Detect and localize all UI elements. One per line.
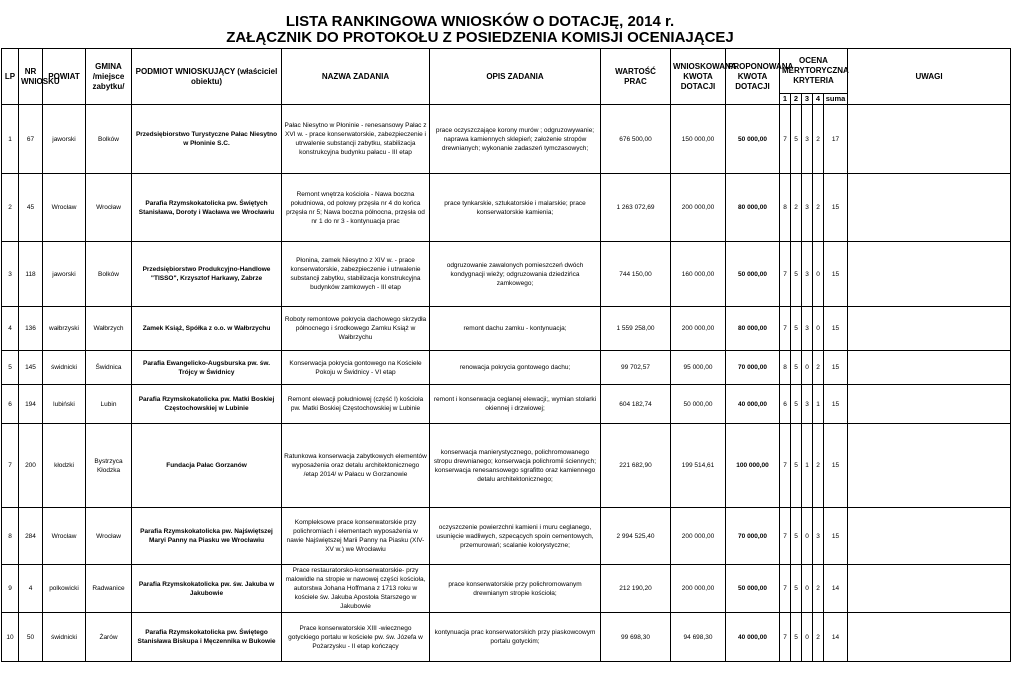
nazwa-cell: Kompleksowe prace konserwatorskie przy polichromiach i elementach wyposażenia w nawie Najświętszej Marii Panny na Piasku (XIV-XV w.) we Wrocławiu <box>282 508 430 565</box>
nr-cell: 284 <box>19 508 43 565</box>
k3-cell: 3 <box>802 242 813 307</box>
uwagi-cell <box>848 508 1011 565</box>
lp-cell: 2 <box>2 174 19 242</box>
suma-cell: 15 <box>824 242 848 307</box>
lp-cell: 6 <box>2 385 19 424</box>
gmina-cell: Radwanice <box>86 565 132 613</box>
col-header-k1: 1 <box>780 94 791 105</box>
nr-cell: 136 <box>19 307 43 351</box>
k3-cell: 0 <box>802 508 813 565</box>
k1-cell: 7 <box>780 307 791 351</box>
col-header-uwagi: UWAGI <box>848 49 1011 105</box>
title-line-1: LISTA RANKINGOWA WNIOSKÓW O DOTACJĘ, 2014 r. <box>285 13 675 30</box>
uwagi-cell <box>848 105 1011 174</box>
proponowana-cell: 50 000,00 <box>726 105 780 174</box>
k3-cell: 0 <box>802 565 813 613</box>
gmina-cell: Żarów <box>86 613 132 662</box>
lp-cell: 8 <box>2 508 19 565</box>
col-header-wnioskowana: WNIOSKOWANA KWOTA DOTACJI <box>671 49 726 105</box>
header-row <box>2 49 1011 94</box>
uwagi-cell <box>848 307 1011 351</box>
table-row <box>2 351 1011 385</box>
nazwa-cell: Prace restauratorsko-konserwatorskie- przy malowidle na stropie w nawowej części kościoła, autorstwa Johana Hoffmana z 1713 roku w kościele św. Jakuba Apostoła Starszego w Jakubowie <box>282 565 430 613</box>
k2-cell: 5 <box>791 307 802 351</box>
table-row <box>2 613 1011 662</box>
k1-cell: 7 <box>780 424 791 508</box>
podmiot-cell: Przedsiębiorstwo Turystyczne Pałac Niesytno w Płoninie S.C. <box>132 105 282 174</box>
col-header-proponowana: PROPONOWANA KWOTA DOTACJI <box>726 49 780 105</box>
opis-cell: renowacja pokrycia gontowego dachu; <box>430 351 601 385</box>
wnioskowana-cell: 200 000,00 <box>671 565 726 613</box>
col-header-wartosc: WARTOŚĆ PRAC <box>601 49 671 105</box>
wnioskowana-cell: 94 698,30 <box>671 613 726 662</box>
table-row <box>2 105 1011 174</box>
col-header-opis: OPIS ZADANIA <box>430 49 601 105</box>
wnioskowana-cell: 200 000,00 <box>671 307 726 351</box>
suma-cell: 14 <box>824 565 848 613</box>
k2-cell: 5 <box>791 424 802 508</box>
powiat-cell: lubiński <box>43 385 86 424</box>
suma-cell: 15 <box>824 307 848 351</box>
lp-cell: 7 <box>2 424 19 508</box>
suma-cell: 15 <box>824 424 848 508</box>
podmiot-cell: Parafia Rzymskokatolicka pw. Świętych Stanisława, Doroty i Wacława we Wrocławiu <box>132 174 282 242</box>
wnioskowana-cell: 199 514,61 <box>671 424 726 508</box>
nazwa-cell: Prace konserwatorskie XIII -wiecznego gotyckiego portalu w kościele pw. św. Józefa w Pożarzysku - II etap kończący <box>282 613 430 662</box>
podmiot-cell: Przedsiębiorstwo Produkcyjno-Handlowe "TISSO", Krzysztof Harkawy, Zabrze <box>132 242 282 307</box>
nr-cell: 200 <box>19 424 43 508</box>
k3-cell: 1 <box>802 424 813 508</box>
suma-cell: 15 <box>824 385 848 424</box>
wartosc-cell: 1 559 258,00 <box>601 307 671 351</box>
powiat-cell: Wrocław <box>43 508 86 565</box>
document-title <box>0 0 960 48</box>
k2-cell: 5 <box>791 105 802 174</box>
opis-cell: prace konserwatorskie przy polichromowanym drewnianym stropie kościoła; <box>430 565 601 613</box>
ranking-table <box>1 48 1011 662</box>
gmina-cell: Bolków <box>86 242 132 307</box>
k2-cell: 5 <box>791 351 802 385</box>
podmiot-cell: Parafia Ewangelicko-Augsburska pw. św. Trójcy w Świdnicy <box>132 351 282 385</box>
opis-cell: oczyszczenie powierzchni kamieni i muru ceglanego, usunięcie wadliwych, szpecących spoin cementowych, przemurowań; scalanie kolorystyczne; <box>430 508 601 565</box>
powiat-cell: jaworski <box>43 105 86 174</box>
wnioskowana-cell: 200 000,00 <box>671 508 726 565</box>
table-row <box>2 174 1011 242</box>
powiat-cell: Wrocław <box>43 174 86 242</box>
k1-cell: 7 <box>780 613 791 662</box>
wnioskowana-cell: 200 000,00 <box>671 174 726 242</box>
podmiot-cell: Fundacja Pałac Gorzanów <box>132 424 282 508</box>
lp-cell: 9 <box>2 565 19 613</box>
col-header-podmiot: PODMIOT WNIOSKUJĄCY (właściciel obiektu) <box>132 49 282 105</box>
table-row <box>2 565 1011 613</box>
k2-cell: 5 <box>791 508 802 565</box>
k2-cell: 5 <box>791 385 802 424</box>
nazwa-cell: Konserwacja pokrycia gontowego na Kościele Pokoju w Świdnicy - VI etap <box>282 351 430 385</box>
wartosc-cell: 99 698,30 <box>601 613 671 662</box>
k1-cell: 7 <box>780 565 791 613</box>
k2-cell: 5 <box>791 565 802 613</box>
opis-cell: remont dachu zamku - kontynuacja; <box>430 307 601 351</box>
proponowana-cell: 40 000,00 <box>726 385 780 424</box>
col-header-nazwa: NAZWA ZADANIA <box>282 49 430 105</box>
col-header-powiat: POWIAT <box>43 49 86 105</box>
k3-cell: 3 <box>802 105 813 174</box>
wnioskowana-cell: 50 000,00 <box>671 385 726 424</box>
k4-cell: 2 <box>813 613 824 662</box>
gmina-cell: Wrocław <box>86 174 132 242</box>
table-row <box>2 508 1011 565</box>
uwagi-cell <box>848 613 1011 662</box>
proponowana-cell: 80 000,00 <box>726 174 780 242</box>
col-header-k2: 2 <box>791 94 802 105</box>
k1-cell: 7 <box>780 508 791 565</box>
wnioskowana-cell: 95 000,00 <box>671 351 726 385</box>
powiat-cell: polkowicki <box>43 565 86 613</box>
table-row <box>2 424 1011 508</box>
opis-cell: kontynuacja prac konserwatorskich przy piaskowcowym portalu gotyckim; <box>430 613 601 662</box>
uwagi-cell <box>848 565 1011 613</box>
wartosc-cell: 99 702,57 <box>601 351 671 385</box>
col-header-gmina: GMINA /miejsce zabytku/ <box>86 49 132 105</box>
suma-cell: 15 <box>824 508 848 565</box>
uwagi-cell <box>848 351 1011 385</box>
uwagi-cell <box>848 242 1011 307</box>
nr-cell: 118 <box>19 242 43 307</box>
wnioskowana-cell: 160 000,00 <box>671 242 726 307</box>
table-row <box>2 385 1011 424</box>
k1-cell: 6 <box>780 385 791 424</box>
gmina-cell: Świdnica <box>86 351 132 385</box>
k3-cell: 3 <box>802 174 813 242</box>
k1-cell: 7 <box>780 105 791 174</box>
k1-cell: 8 <box>780 351 791 385</box>
podmiot-cell: Parafia Rzymskokatolicka pw. Najświętszej Maryi Panny na Piasku we Wrocławiu <box>132 508 282 565</box>
suma-cell: 15 <box>824 351 848 385</box>
wartosc-cell: 2 994 525,40 <box>601 508 671 565</box>
k4-cell: 0 <box>813 242 824 307</box>
k1-cell: 7 <box>780 242 791 307</box>
nazwa-cell: Remont elewacji południowej (część I) kościoła pw. Matki Boskiej Częstochowskiej w Lubinie <box>282 385 430 424</box>
uwagi-cell <box>848 174 1011 242</box>
wnioskowana-cell: 150 000,00 <box>671 105 726 174</box>
k1-cell: 8 <box>780 174 791 242</box>
k3-cell: 3 <box>802 385 813 424</box>
wartosc-cell: 212 190,20 <box>601 565 671 613</box>
wartosc-cell: 1 263 072,69 <box>601 174 671 242</box>
k3-cell: 0 <box>802 351 813 385</box>
wartosc-cell: 221 682,90 <box>601 424 671 508</box>
k2-cell: 2 <box>791 174 802 242</box>
nr-cell: 194 <box>19 385 43 424</box>
nazwa-cell: Roboty remontowe pokrycia dachowego skrzydła północnego i środkowego Zamku Książ w Wałbrzychu <box>282 307 430 351</box>
powiat-cell: świdnicki <box>43 613 86 662</box>
k4-cell: 3 <box>813 508 824 565</box>
suma-cell: 14 <box>824 613 848 662</box>
k4-cell: 2 <box>813 565 824 613</box>
powiat-cell: jaworski <box>43 242 86 307</box>
col-header-suma: suma <box>824 94 848 105</box>
lp-cell: 1 <box>2 105 19 174</box>
proponowana-cell: 50 000,00 <box>726 242 780 307</box>
nazwa-cell: Ratunkowa konserwacja zabytkowych elementów wyposażenia oraz detalu architektonicznego /etap 2014/ w Pałacu w Gorzanowie <box>282 424 430 508</box>
k2-cell: 5 <box>791 242 802 307</box>
suma-cell: 17 <box>824 105 848 174</box>
nazwa-cell: Remont wnętrza kościoła - Nawa boczna południowa, od połowy przęsła nr 4 do końca przęsła nr 5; Nawa boczna północna, przęsła od nr 1 do nr 3 - kontynuacja prac <box>282 174 430 242</box>
nazwa-cell: Pałac Niesytno w Płoninie - renesansowy Pałac z XVI w. - prace konserwatorskie, zabezpieczenie i utrwalenie substancji zabytku, stabilizacja konstrukcyjna budynku pałacu - III etap <box>282 105 430 174</box>
col-header-ocena: OCENA MERYTORYCZNA KRYTERIA <box>780 49 848 94</box>
nr-cell: 4 <box>19 565 43 613</box>
lp-cell: 10 <box>2 613 19 662</box>
col-header-lp: LP <box>2 49 19 105</box>
podmiot-cell: Parafia Rzymskokatolicka pw. Świętego Stanisława Biskupa i Męczennika w Bukowie <box>132 613 282 662</box>
podmiot-cell: Parafia Rzymskokatolicka pw. Matki Boskiej Częstochowskiej w Lubinie <box>132 385 282 424</box>
gmina-cell: Bystrzyca Kłodzka <box>86 424 132 508</box>
proponowana-cell: 40 000,00 <box>726 613 780 662</box>
nr-cell: 145 <box>19 351 43 385</box>
podmiot-cell: Parafia Rzymskokatolicka pw. św. Jakuba w Jakubowie <box>132 565 282 613</box>
powiat-cell: kłodzki <box>43 424 86 508</box>
wartosc-cell: 676 500,00 <box>601 105 671 174</box>
nr-cell: 50 <box>19 613 43 662</box>
table-row <box>2 307 1011 351</box>
k4-cell: 2 <box>813 424 824 508</box>
opis-cell: remont i konserwacja ceglanej elewacji;, wymian stolarki okiennej i drzwiowej; <box>430 385 601 424</box>
col-header-nr: NR WNIOSKU <box>19 49 43 105</box>
nazwa-cell: Płonina, zamek Niesytno z XIV w. - prace konserwatorskie, zabezpieczenie i utrwalenie substancji zabytku, stabilizacja konstrukcyjna budynków zamkowych - III etap <box>282 242 430 307</box>
opis-cell: prace oczyszczające korony murów ; odgruzowywanie; naprawa kamiennych sklepień; założenie stropów drewnianych; wykonanie zadaszeń tymczasowych; <box>430 105 601 174</box>
k2-cell: 5 <box>791 613 802 662</box>
proponowana-cell: 100 000,00 <box>726 424 780 508</box>
gmina-cell: Wrocław <box>86 508 132 565</box>
k3-cell: 3 <box>802 307 813 351</box>
suma-cell: 15 <box>824 174 848 242</box>
uwagi-cell <box>848 424 1011 508</box>
title-line-2: ZAŁĄCZNIK DO PROTOKOŁU Z POSIEDZENIA KOMISJI OCENIAJĄCEJ <box>226 29 734 46</box>
k4-cell: 2 <box>813 174 824 242</box>
col-header-k4: 4 <box>813 94 824 105</box>
wartosc-cell: 604 182,74 <box>601 385 671 424</box>
proponowana-cell: 70 000,00 <box>726 508 780 565</box>
k3-cell: 0 <box>802 613 813 662</box>
col-header-k3: 3 <box>802 94 813 105</box>
gmina-cell: Lubin <box>86 385 132 424</box>
uwagi-cell <box>848 385 1011 424</box>
proponowana-cell: 80 000,00 <box>726 307 780 351</box>
k4-cell: 2 <box>813 351 824 385</box>
lp-cell: 3 <box>2 242 19 307</box>
proponowana-cell: 70 000,00 <box>726 351 780 385</box>
powiat-cell: świdnicki <box>43 351 86 385</box>
lp-cell: 4 <box>2 307 19 351</box>
lp-cell: 5 <box>2 351 19 385</box>
k4-cell: 2 <box>813 105 824 174</box>
k4-cell: 1 <box>813 385 824 424</box>
opis-cell: konserwacja manierystycznego, polichromowanego stropu drewnianego; konserwacja polichromii ściennych; konserwacja renesansowego sgrafitto oraz kamiennego detalu architektonicznego; <box>430 424 601 508</box>
nr-cell: 67 <box>19 105 43 174</box>
podmiot-cell: Zamek Książ, Spółka z o.o. w Wałbrzychu <box>132 307 282 351</box>
gmina-cell: Bolków <box>86 105 132 174</box>
proponowana-cell: 50 000,00 <box>726 565 780 613</box>
k4-cell: 0 <box>813 307 824 351</box>
nr-cell: 45 <box>19 174 43 242</box>
gmina-cell: Wałbrzych <box>86 307 132 351</box>
wartosc-cell: 744 150,00 <box>601 242 671 307</box>
opis-cell: prace tynkarskie, sztukatorskie i malarskie; prace konserwatorskie kamienia; <box>430 174 601 242</box>
table-row <box>2 242 1011 307</box>
opis-cell: odgruzowanie zawalonych pomieszczeń dwóch kondygnacji wieży; odgruzowania dziedzińca zamkowego; <box>430 242 601 307</box>
powiat-cell: wałbrzyski <box>43 307 86 351</box>
